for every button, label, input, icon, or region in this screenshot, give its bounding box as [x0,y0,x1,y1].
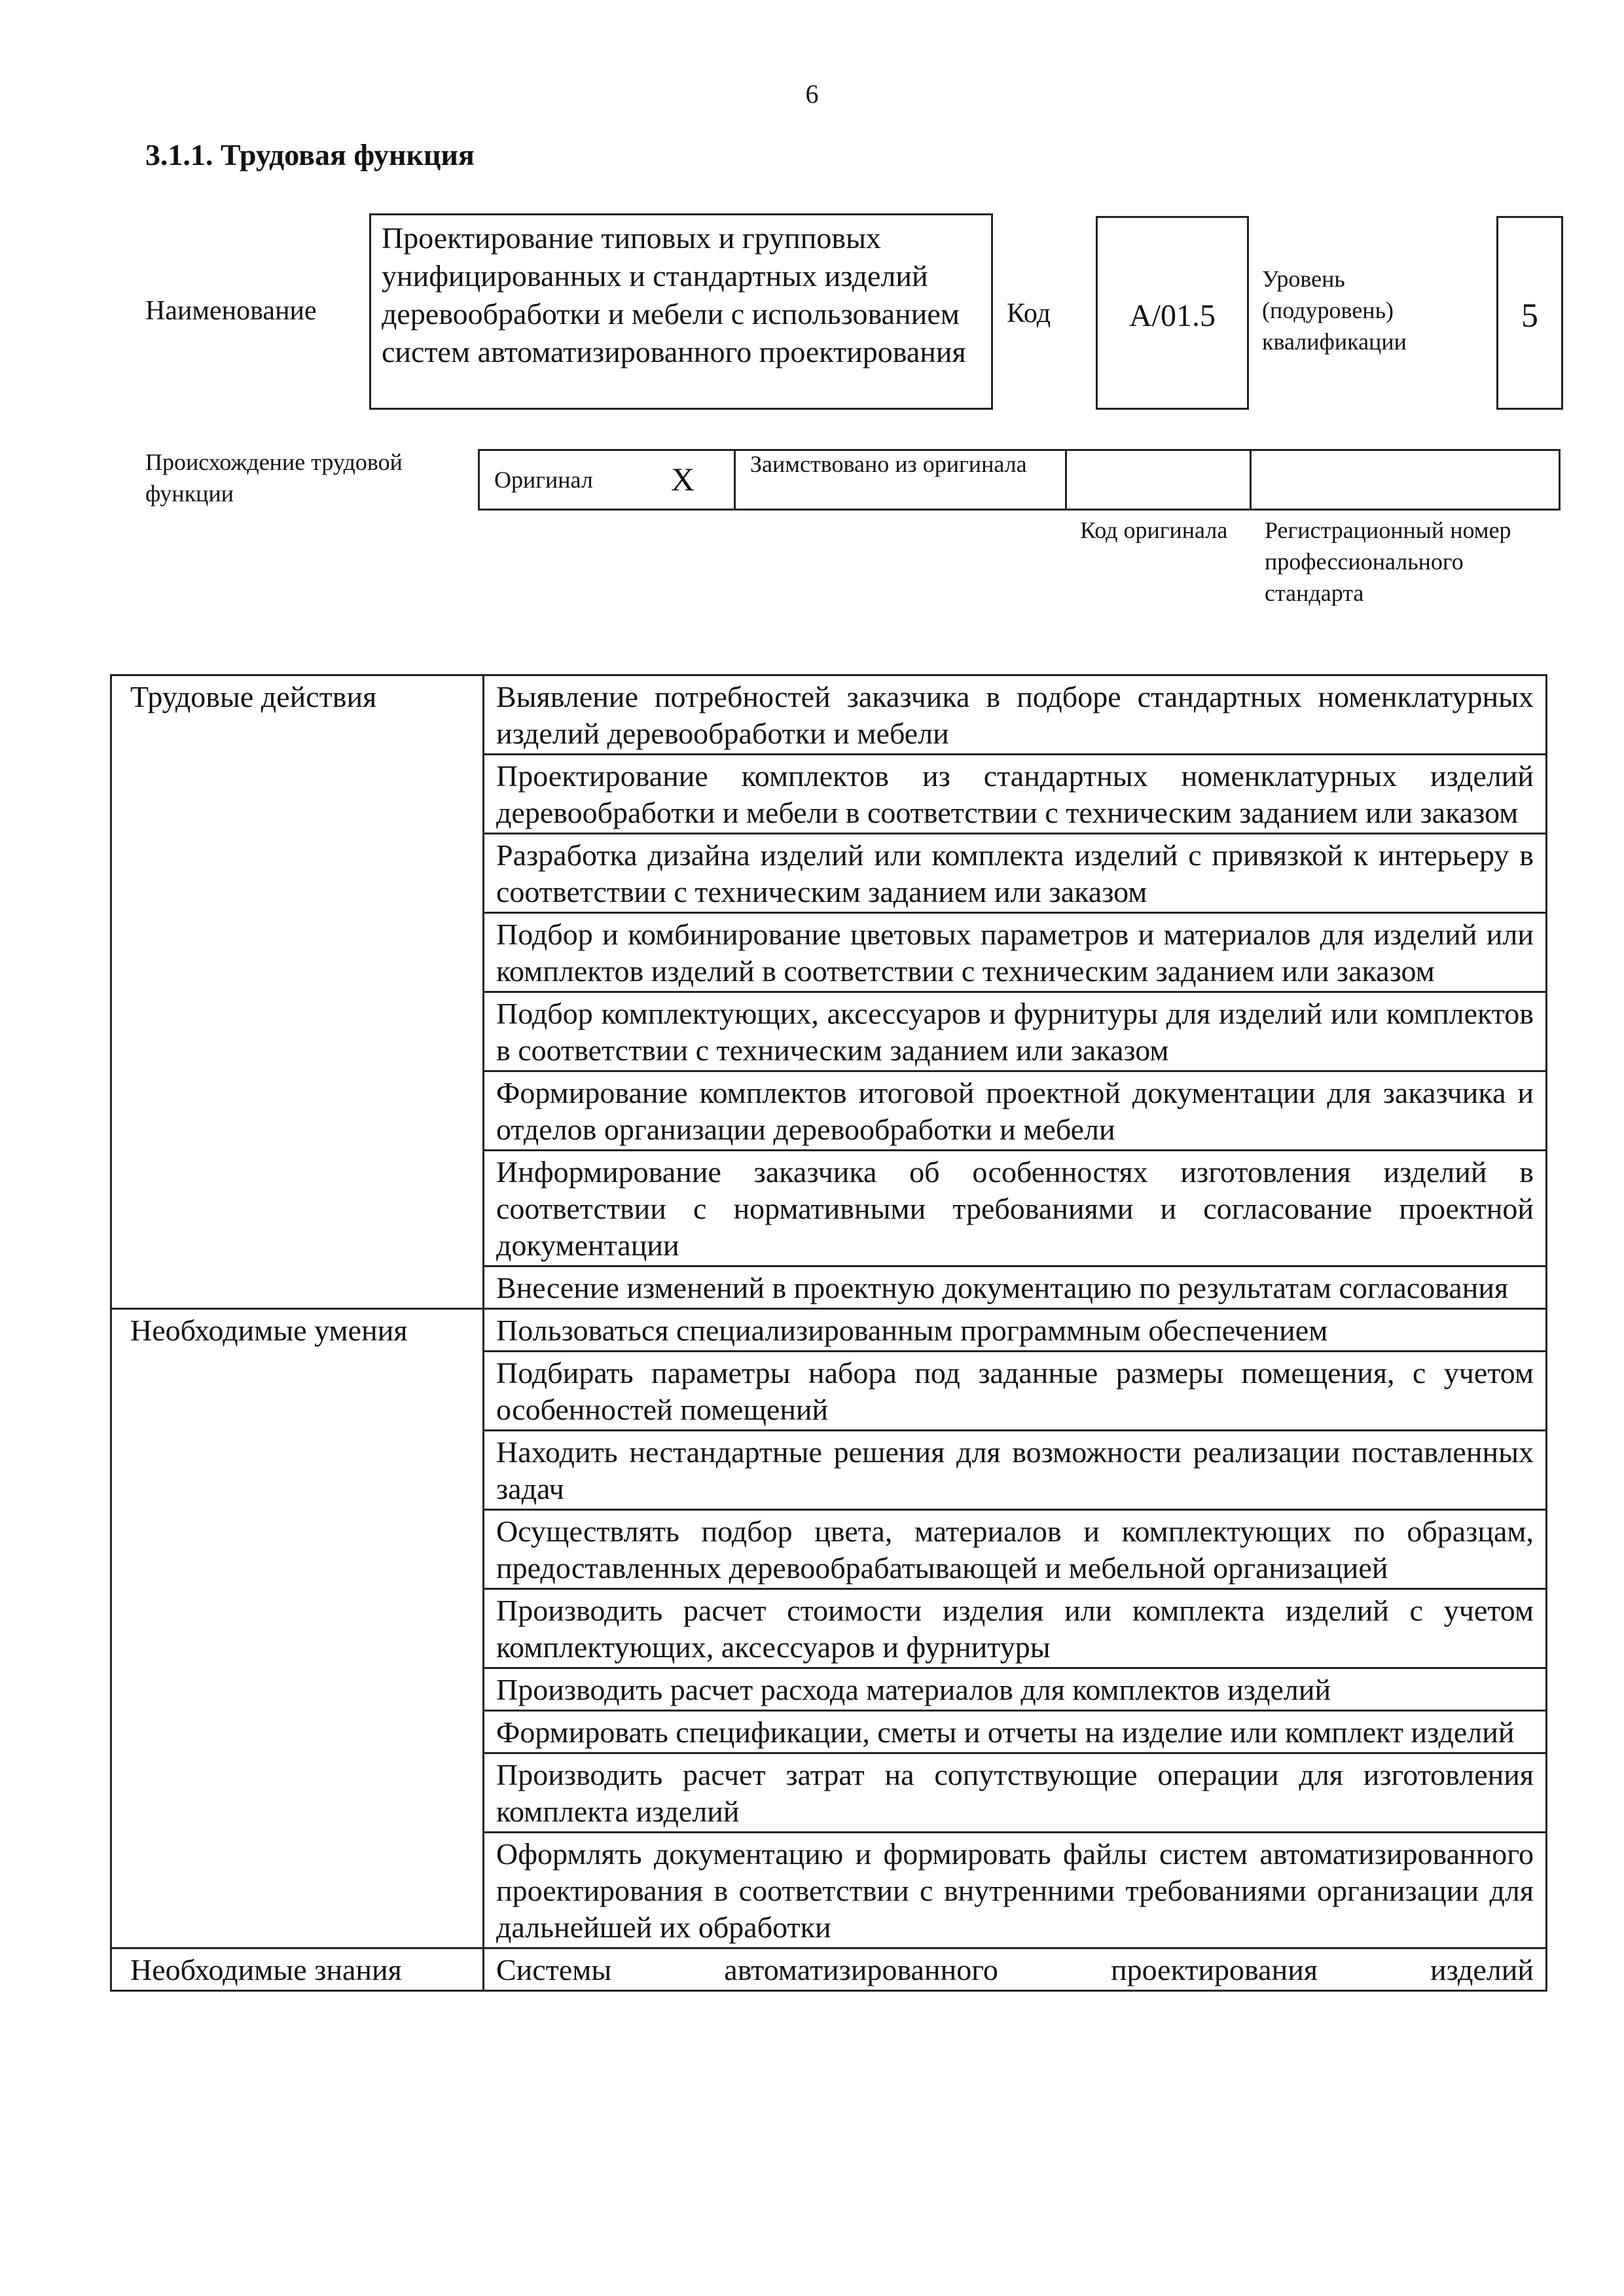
knowledge-item [484,1948,1547,1991]
labor-action: Подбор комплектующих, аксессуаров и фурнитуры для изделий или комплектов в соответствии с техническим заданием или заказом [484,992,1547,1071]
labor-action: Выявление потребностей заказчика в подборе стандартных номенклатурных изделий деревообработки и мебели [484,675,1547,755]
name-label: Наименование [145,296,317,326]
skill: Формировать спецификации, сметы и отчеты на изделие или комплект изделий [484,1711,1547,1753]
section-title: 3.1.1. Трудовая функция [145,138,475,171]
knowledge-label: Необходимые знания [111,1948,484,1991]
table-row [111,1309,1547,1352]
labor-actions-label: Трудовые действия [111,675,484,1309]
borrowed-cell [734,449,1067,511]
reg-number-cell [1250,449,1561,511]
labor-action: Внесение изменений в проектную документацию по результатам согласования [484,1266,1547,1309]
code-label: Код [1007,298,1051,329]
original-cell [478,449,736,511]
code-box [1096,216,1249,410]
level-box [1496,216,1563,410]
skill: Производить расчет стоимости изделия или комплекта изделий с учетом комплектующих, аксессуаров и фурнитуры [484,1589,1547,1668]
original-label: Оригинал [494,467,593,493]
code-value: А/01.5 [1129,298,1216,333]
labor-action: Проектирование комплектов из стандартных номенклатурных изделий деревообработки и мебели в соответствии с техническим заданием или заказом [484,755,1547,834]
reg-number-caption: Регистрационный номер профессионального стандарта [1265,517,1511,606]
level-label: Уровень (подуровень) квалификации [1262,266,1407,355]
skill: Осуществлять подбор цвета, материалов и комплектующих по образцам, предоставленных деревообрабатывающей и мебельной организацией [484,1510,1547,1589]
skill: Находить нестандартные решения для возможности реализации поставленных задач [484,1431,1547,1510]
borrowed-label: Заимствовано из оригинала [750,451,1027,477]
table-row [111,1948,1547,1991]
code-original-cell [1065,449,1252,511]
skill: Пользоваться специализированным программным обеспечением [484,1309,1547,1352]
skills-label: Необходимые умения [111,1309,484,1948]
name-value: Проектирование типовых и групповых унифицированных и стандартных изделий деревообработки и мебели с использованием систем автоматизированного проектирования [382,221,966,368]
name-box [369,213,993,410]
labor-action: Подбор и комбинирование цветовых параметров и материалов для изделий или комплектов изделий в соответствии с техническим заданием или заказом [484,913,1547,992]
table-row [111,675,1547,755]
level-value: 5 [1521,297,1538,334]
skill: Оформлять документацию и формировать файлы систем автоматизированного проектирования в соответствии с внутренними требованиями организации для дальнейшей их обработки [484,1833,1547,1948]
skill: Производить расчет расхода материалов для комплектов изделий [484,1668,1547,1711]
labor-action: Разработка дизайна изделий или комплекта изделий с привязкой к интерьеру в соответствии с техническим заданием или заказом [484,834,1547,913]
origin-label: Происхождение трудовой функции [145,449,403,507]
labor-action: Информирование заказчика об особенностях изготовления изделий в соответствии с нормативными требованиями и согласование проектной документации [484,1151,1547,1266]
code-original-caption: Код оригинала [1080,517,1228,543]
labor-action: Формирование комплектов итоговой проектной документации для заказчика и отделов организации деревообработки и мебели [484,1071,1547,1151]
skill: Подбирать параметры набора под заданные размеры помещения, с учетом особенностей помещений [484,1352,1547,1431]
function-table [110,674,1547,1992]
skill: Производить расчет затрат на сопутствующие операции для изготовления комплекта изделий [484,1753,1547,1833]
original-mark: X [671,461,695,497]
knowledge-item-text: Системы автоматизированного проектирования изделий [496,1953,1534,1986]
page-number: 6 [805,79,819,109]
